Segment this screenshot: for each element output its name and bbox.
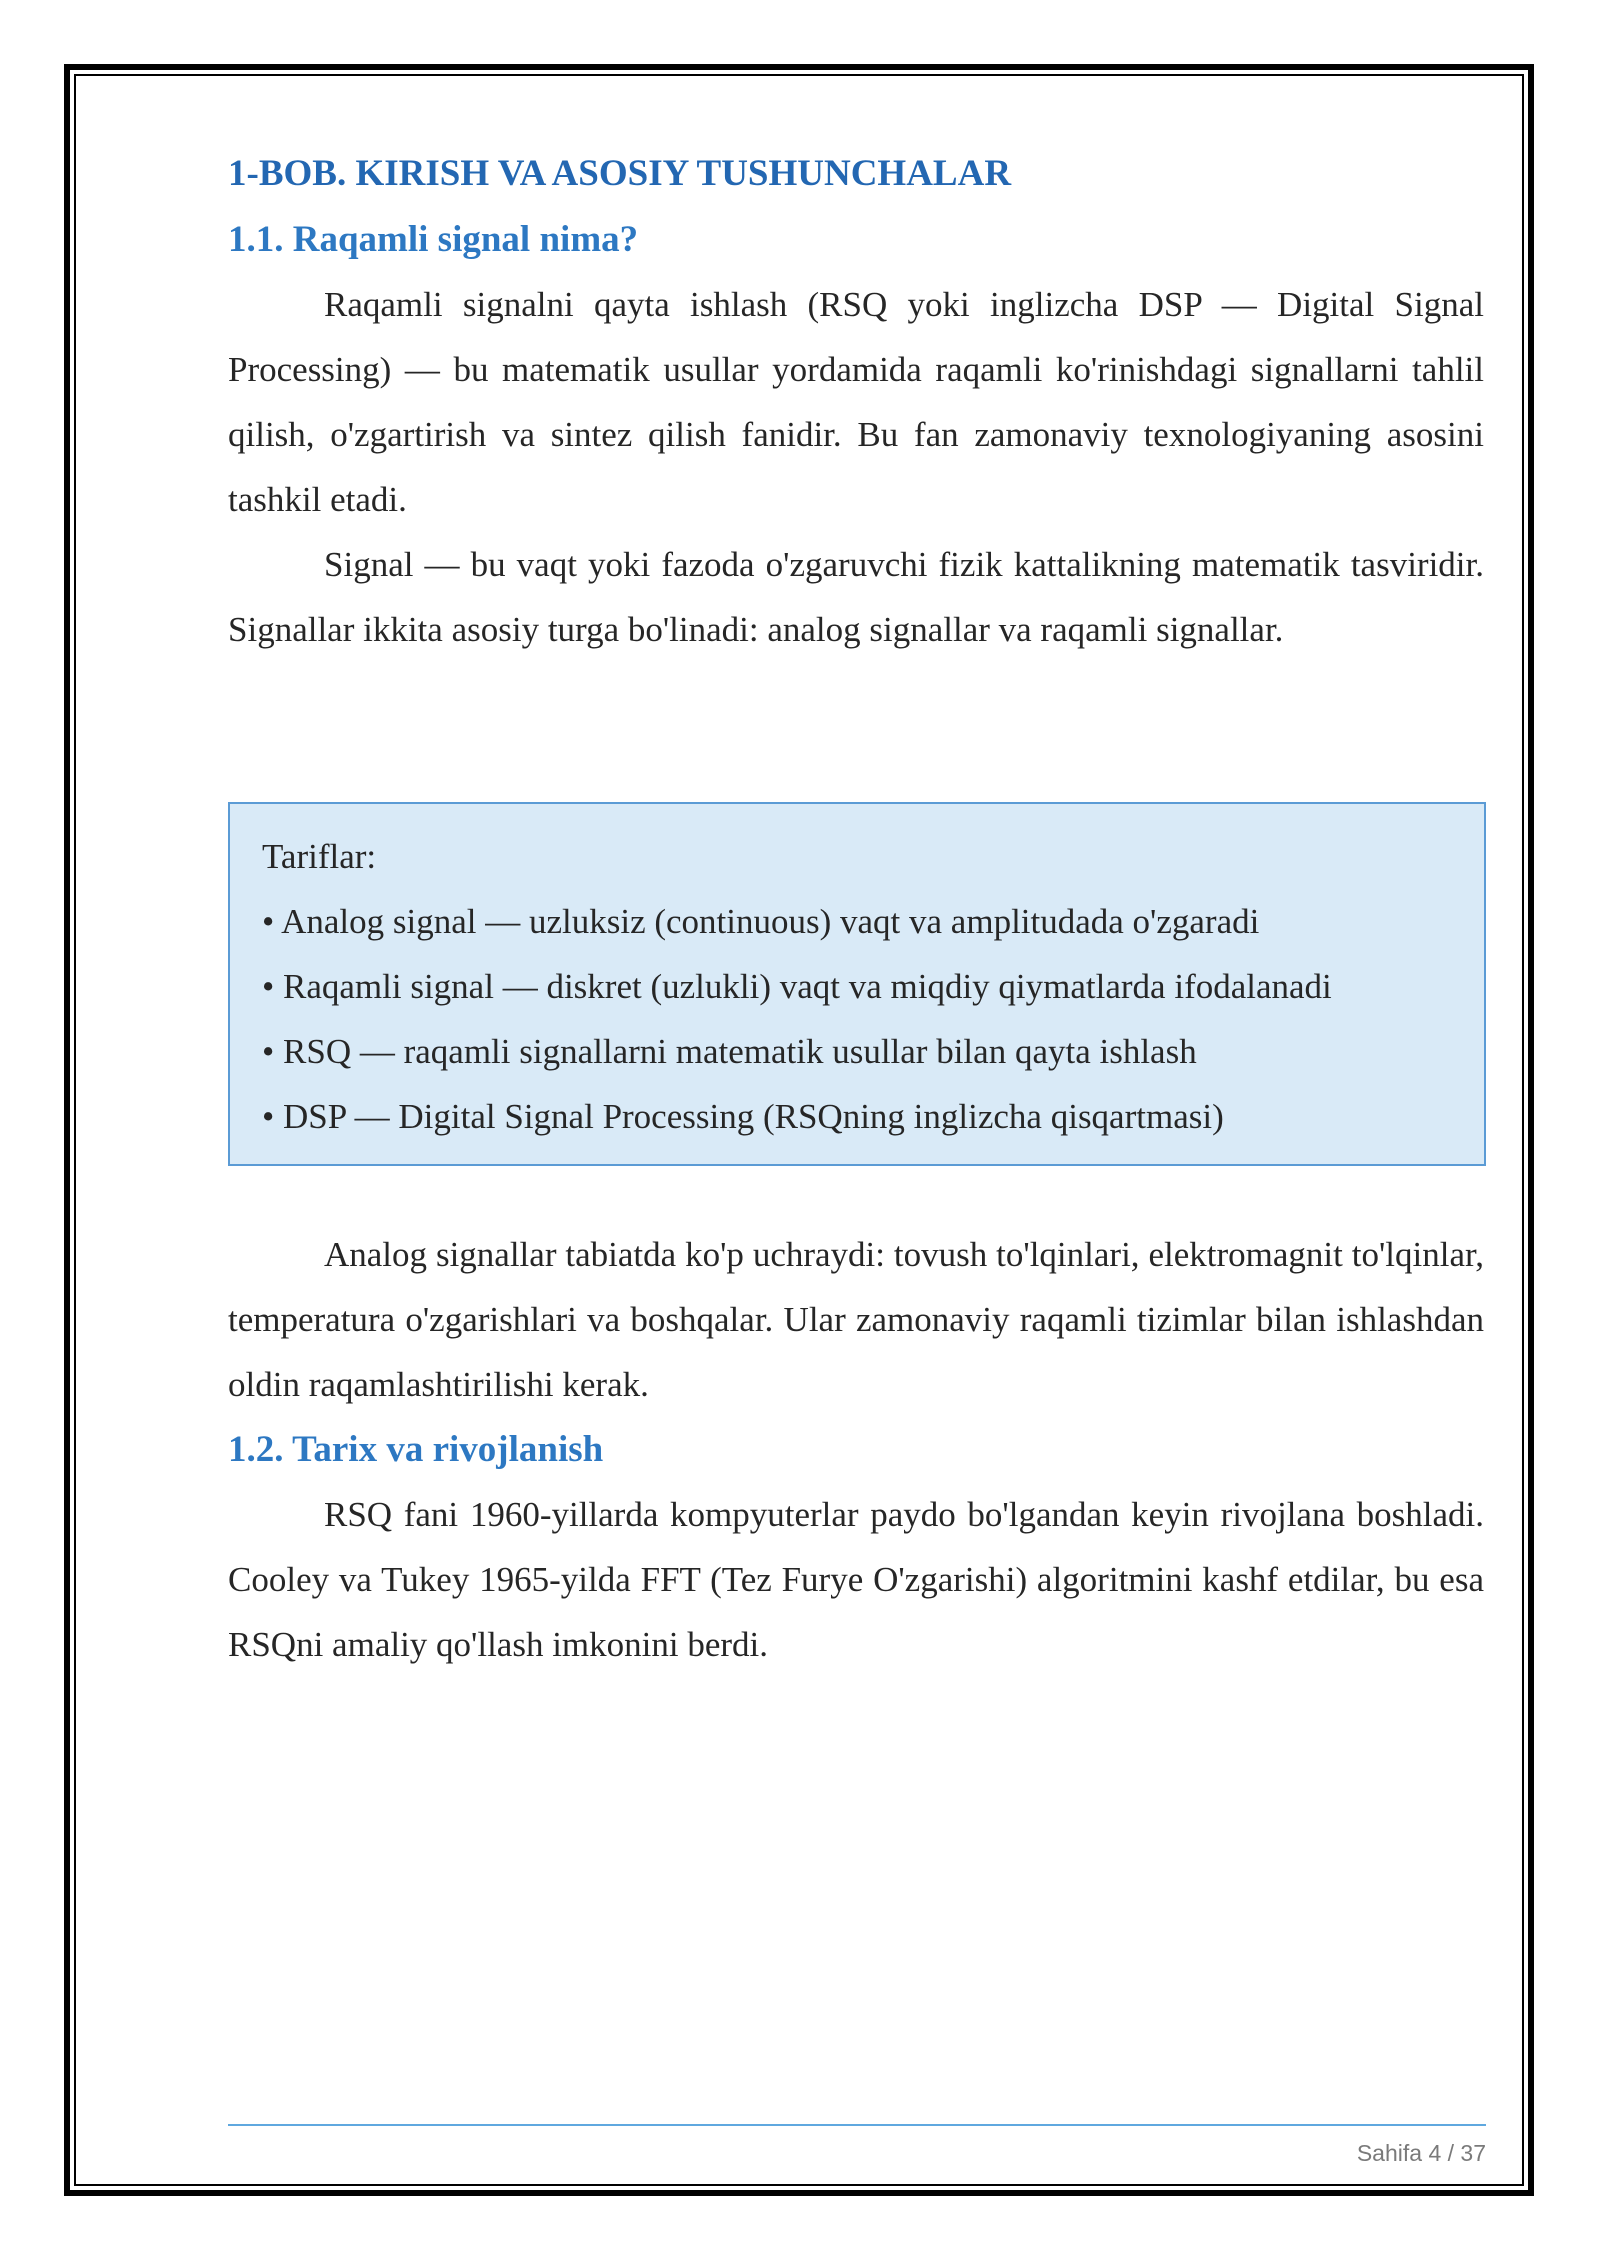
footer-divider	[228, 2124, 1486, 2126]
paragraph-history: RSQ fani 1960-yillarda kompyuterlar paydo bo'lgandan keyin rivojlana boshladi. Cooley va Tukey 1965-yilda FFT (Tez Furye O'zgarishi) algoritmini kashf etdilar, bu esa RSQni amaliy qo'llash imkonini berdi.	[228, 1495, 1484, 1664]
chapter-title: 1-BOB. KIRISH VA ASOSIY TUSHUNCHALAR	[228, 153, 1012, 194]
section-heading-1-1: 1.1. Raqamli signal nima?	[228, 219, 639, 260]
section-heading-1-2: 1.2. Tarix va rivojlanish	[228, 1429, 604, 1470]
definition-item: • Analog signal — uzluksiz (continuous) vaqt va amplitudada o'zgaradi	[262, 902, 1260, 941]
paragraph-analog-signals: Analog signallar tabiatda ko'p uchraydi: tovush to'lqinlari, elektromagnit to'lqinlar, temperatura o'zgarishlari va boshqalar. Ular zamonaviy raqamli tizimlar bilan ishlashdan oldin raqamlashtirilishi kerak.	[228, 1235, 1484, 1404]
paragraph-rsq-definition: Raqamli signalni qayta ishlash (RSQ yoki inglizcha DSP — Digital Signal Processing) — bu matematik usullar yordamida raqamli ko'rinishdagi signallarni tahlil qilish, o'zgartirish va sintez qilish fanidir. Bu fan zamonaviy texnologiyaning asosini tashkil etadi.	[228, 285, 1484, 519]
definition-item: • Raqamli signal — diskret (uzlukli) vaqt va miqdiy qiymatlarda ifodalanadi	[262, 967, 1332, 1006]
paragraph-signal-definition: Signal — bu vaqt yoki fazoda o'zgaruvchi fizik kattalikning matematik tasviridir. Signallar ikkita asosiy turga bo'linadi: analog signallar va raqamli signallar.	[228, 545, 1484, 649]
definition-item: • DSP — Digital Signal Processing (RSQning inglizcha qisqartmasi)	[262, 1097, 1224, 1136]
page-number: Sahifa 4 / 37	[1356, 2140, 1486, 2166]
definitions-box	[228, 802, 1486, 1166]
definition-item: • RSQ — raqamli signallarni matematik usullar bilan qayta ishlash	[262, 1032, 1197, 1071]
definitions-title: Tariflar:	[262, 837, 377, 876]
